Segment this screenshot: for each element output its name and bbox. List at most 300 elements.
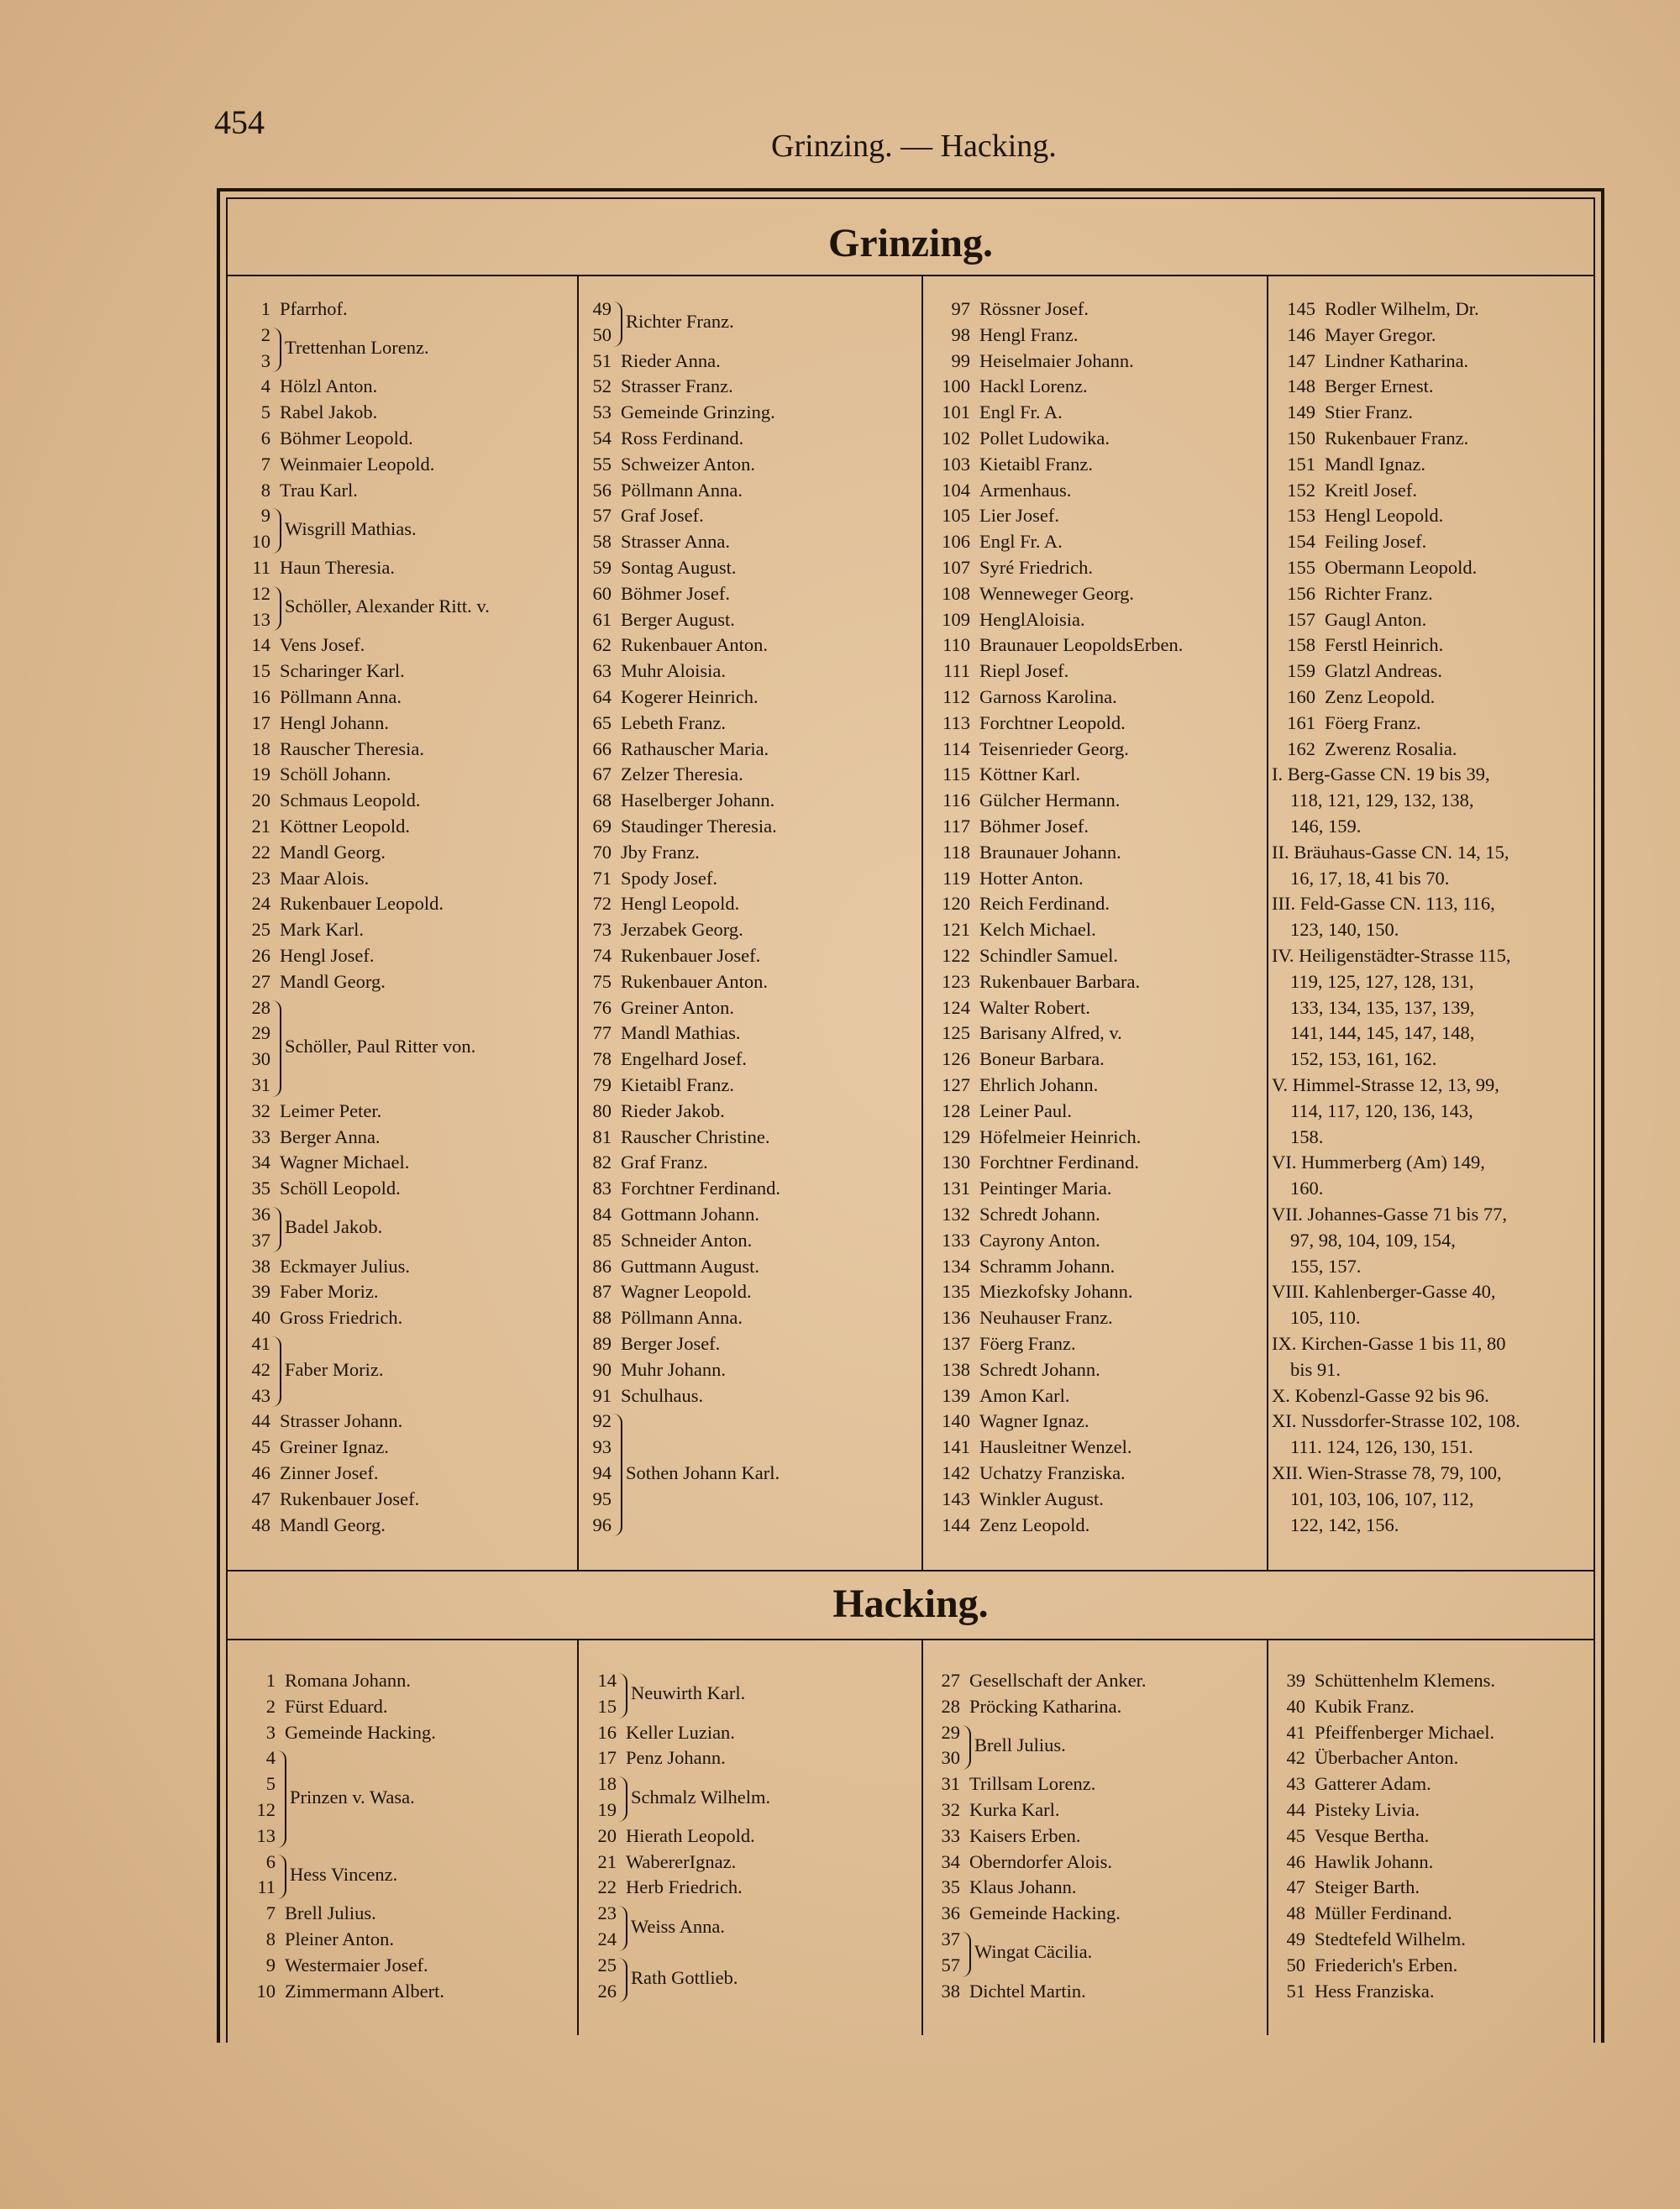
owner-name: Schmalz Wilhelm. bbox=[631, 1786, 771, 1808]
owner-name: Klaus Johann. bbox=[969, 1876, 1077, 1898]
street-entry: VI. Hummerberg (Am) 149, bbox=[1272, 1152, 1485, 1173]
house-number: 15 bbox=[251, 660, 270, 682]
house-number: 133 bbox=[942, 1229, 970, 1251]
entry bbox=[583, 1307, 743, 1329]
owner-name: Gemeinde Hacking. bbox=[285, 1721, 436, 1743]
brace-icon bbox=[613, 302, 622, 347]
house-number: 2 bbox=[260, 323, 270, 345]
owner-name: Miezkofsky Johann. bbox=[979, 1281, 1133, 1303]
entry bbox=[583, 660, 726, 682]
owner-name: Peintinger Maria. bbox=[979, 1178, 1112, 1199]
owner-name: Romana Johann. bbox=[285, 1670, 411, 1691]
entry bbox=[242, 842, 386, 863]
house-number: 68 bbox=[592, 790, 612, 811]
owner-name: Pollet Ludowika. bbox=[979, 428, 1110, 449]
entry bbox=[242, 298, 348, 320]
house-number: 23 bbox=[251, 867, 270, 889]
house-number: 131 bbox=[942, 1178, 970, 1199]
entry bbox=[242, 945, 374, 967]
entry bbox=[583, 1333, 720, 1355]
house-number: 123 bbox=[942, 970, 970, 992]
entry bbox=[927, 712, 1126, 734]
street-entry-continued: 141, 144, 145, 147, 148, bbox=[1290, 1022, 1475, 1044]
house-number: 21 bbox=[597, 1850, 617, 1872]
house-number: 153 bbox=[1287, 505, 1315, 527]
house-number: 79 bbox=[592, 1074, 612, 1095]
owner-name: Schredt Johann. bbox=[979, 1204, 1100, 1225]
entry-number bbox=[242, 1385, 270, 1407]
owner-name: Berger August. bbox=[621, 608, 735, 630]
entry bbox=[583, 609, 735, 631]
owner-name: Lebeth Franz. bbox=[621, 711, 726, 733]
entry bbox=[583, 686, 759, 708]
house-number: 66 bbox=[592, 737, 612, 759]
house-number: 57 bbox=[941, 1954, 960, 1976]
house-number: 51 bbox=[592, 349, 612, 371]
entry-number bbox=[242, 1204, 270, 1225]
owner-name: Neuhauser Franz. bbox=[979, 1307, 1113, 1329]
entry bbox=[242, 1100, 381, 1122]
owner-name: Garnoss Karolina. bbox=[979, 686, 1117, 707]
house-number: 15 bbox=[597, 1695, 617, 1717]
entry bbox=[1272, 686, 1435, 708]
brace-icon bbox=[618, 1958, 627, 2003]
house-number: 129 bbox=[942, 1125, 970, 1147]
entry bbox=[242, 893, 444, 915]
entry bbox=[927, 1851, 1112, 1873]
entry bbox=[927, 1256, 1115, 1278]
entry bbox=[1272, 531, 1426, 553]
entry bbox=[1272, 583, 1433, 605]
entry bbox=[242, 763, 391, 785]
owner-name: Pfeiffenberger Michael. bbox=[1315, 1721, 1495, 1743]
owner-name: Oberndorfer Alois. bbox=[969, 1850, 1112, 1872]
house-number: 18 bbox=[597, 1773, 617, 1795]
owner-name: Föerg Franz. bbox=[979, 1333, 1076, 1354]
house-number: 119 bbox=[942, 867, 970, 889]
owner-name: Cayrony Anton. bbox=[979, 1229, 1100, 1251]
entry-number bbox=[927, 1722, 960, 1744]
owner-name: Rukenbauer Anton. bbox=[621, 970, 768, 992]
house-number: 116 bbox=[942, 790, 970, 811]
entry bbox=[242, 1462, 378, 1484]
entry bbox=[583, 1747, 726, 1769]
owner-name: Engl Fr. A. bbox=[979, 531, 1063, 553]
street-entry: VII. Johannes-Gasse 71 bis 77, bbox=[1272, 1204, 1507, 1225]
house-number: 8 bbox=[265, 1928, 276, 1949]
entry bbox=[927, 1204, 1100, 1225]
house-number: 21 bbox=[251, 816, 270, 837]
entry bbox=[583, 350, 721, 372]
street-entry-continued: 146, 159. bbox=[1290, 816, 1362, 837]
house-number: 6 bbox=[260, 428, 270, 449]
entry bbox=[1272, 1722, 1494, 1744]
entry bbox=[583, 480, 743, 501]
owner-name: Vesque Bertha. bbox=[1315, 1824, 1430, 1846]
house-number: 35 bbox=[941, 1876, 960, 1898]
owner-name: Graf Franz. bbox=[621, 1152, 708, 1173]
brace-icon bbox=[272, 1336, 281, 1407]
entry bbox=[927, 1410, 1089, 1432]
house-number: 112 bbox=[942, 686, 970, 707]
street-entry-continued: bis 91. bbox=[1290, 1358, 1341, 1380]
house-number: 28 bbox=[941, 1695, 960, 1717]
entry bbox=[927, 505, 1059, 527]
entry bbox=[583, 1825, 755, 1847]
house-number: 95 bbox=[592, 1488, 612, 1509]
entry-number bbox=[242, 1747, 276, 1769]
owner-name: Hackl Lorenz. bbox=[979, 375, 1088, 397]
entry-number bbox=[242, 531, 270, 553]
entry bbox=[927, 919, 1096, 941]
owner-name: Syré Friedrich. bbox=[979, 557, 1093, 578]
house-number: 56 bbox=[592, 479, 612, 501]
house-number: 38 bbox=[251, 1255, 270, 1277]
house-number: 29 bbox=[251, 1022, 270, 1044]
owner-name: Forchtner Leopold. bbox=[979, 711, 1126, 733]
owner-name: Müller Ferdinand. bbox=[1315, 1902, 1452, 1924]
owner-name: Kreitl Josef. bbox=[1325, 479, 1417, 501]
entry bbox=[242, 1256, 410, 1278]
house-number: 8 bbox=[260, 479, 270, 501]
house-number: 148 bbox=[1287, 375, 1315, 397]
house-number: 26 bbox=[251, 945, 270, 966]
entry bbox=[1272, 557, 1477, 579]
owner-name: Herb Friedrich. bbox=[626, 1876, 743, 1898]
owner-name: Rathauscher Maria. bbox=[621, 737, 769, 759]
entry-number bbox=[242, 1359, 270, 1381]
entry bbox=[927, 428, 1110, 449]
house-number: 32 bbox=[941, 1799, 960, 1820]
owner-name: Armenhaus. bbox=[979, 479, 1072, 501]
entry bbox=[927, 1825, 1080, 1847]
house-number: 118 bbox=[942, 841, 970, 863]
entry bbox=[583, 1178, 780, 1199]
entry-number bbox=[242, 1333, 270, 1355]
house-number: 134 bbox=[942, 1255, 970, 1277]
house-number: 88 bbox=[592, 1307, 612, 1329]
house-number: 37 bbox=[941, 1928, 960, 1949]
owner-name: Barisany Alfred, v. bbox=[979, 1022, 1122, 1044]
entry bbox=[242, 1670, 411, 1692]
house-number: 35 bbox=[251, 1178, 270, 1199]
street-entry: VIII. Kahlenberger-Gasse 40, bbox=[1272, 1281, 1496, 1303]
entry bbox=[583, 401, 775, 423]
house-number: 96 bbox=[592, 1514, 612, 1535]
house-number: 136 bbox=[942, 1307, 970, 1329]
owner-name: Kietaibl Franz. bbox=[621, 1074, 734, 1095]
owner-name: Hawlik Johann. bbox=[1315, 1850, 1434, 1872]
house-number: 109 bbox=[942, 608, 970, 630]
owner-name: Kietaibl Franz. bbox=[979, 453, 1093, 475]
owner-name: Leimer Peter. bbox=[280, 1099, 382, 1121]
owner-name: Mayer Gregor. bbox=[1325, 323, 1436, 345]
street-entry-continued: 119, 125, 127, 128, 131, bbox=[1290, 970, 1474, 992]
house-number: 30 bbox=[251, 1048, 270, 1070]
house-number: 101 bbox=[942, 401, 970, 423]
house-number: 110 bbox=[942, 634, 970, 656]
entry bbox=[583, 945, 760, 967]
owner-name: Engelhard Josef. bbox=[621, 1048, 747, 1070]
brace-icon bbox=[272, 1207, 281, 1252]
owner-name: Prinzen v. Wasa. bbox=[290, 1786, 415, 1808]
entry bbox=[242, 634, 365, 656]
owner-name: Schöller, Paul Ritter von. bbox=[285, 1035, 476, 1057]
house-number: 63 bbox=[592, 660, 612, 682]
house-number: 78 bbox=[592, 1048, 612, 1070]
entry bbox=[242, 919, 364, 941]
entry bbox=[1272, 375, 1434, 397]
house-number: 27 bbox=[941, 1670, 960, 1691]
entry bbox=[1272, 428, 1468, 449]
house-number: 77 bbox=[592, 1022, 612, 1044]
house-number: 90 bbox=[592, 1358, 612, 1380]
owner-name: Lindner Katharina. bbox=[1325, 349, 1469, 371]
house-number: 20 bbox=[597, 1824, 617, 1846]
house-number: 87 bbox=[592, 1281, 612, 1303]
house-number: 4 bbox=[265, 1747, 276, 1769]
entry bbox=[927, 1359, 1100, 1381]
house-number: 51 bbox=[1286, 1980, 1305, 2002]
entry bbox=[242, 1696, 388, 1718]
entry bbox=[242, 557, 395, 579]
entry bbox=[927, 1696, 1121, 1718]
entry bbox=[927, 634, 1183, 656]
street-entry: XI. Nussdorfer-Strasse 102, 108. bbox=[1272, 1410, 1520, 1432]
entry bbox=[1272, 324, 1436, 346]
owner-name: Überbacher Anton. bbox=[1315, 1747, 1459, 1769]
owner-name: Hausleitner Wenzel. bbox=[979, 1436, 1132, 1458]
section-rule bbox=[226, 1570, 1595, 1571]
owner-name: Westermaier Josef. bbox=[285, 1954, 428, 1976]
entry-number bbox=[583, 1410, 612, 1432]
entry bbox=[1272, 401, 1413, 423]
brace-icon bbox=[272, 1000, 281, 1097]
hacking-title: Hacking. bbox=[832, 1582, 989, 1626]
owner-name: Wagner Leopold. bbox=[621, 1281, 752, 1303]
entry bbox=[583, 1876, 743, 1898]
street-entry: I. Berg-Gasse CN. 19 bis 39, bbox=[1272, 763, 1490, 785]
entry bbox=[242, 1307, 402, 1329]
owner-name: Pöllmann Anna. bbox=[621, 479, 743, 501]
house-number: 50 bbox=[592, 323, 612, 345]
owner-name: Greiner Ignaz. bbox=[280, 1436, 389, 1458]
house-number: 18 bbox=[251, 737, 270, 759]
owner-name: Muhr Aloisia. bbox=[621, 660, 727, 682]
owner-name: Rukenbauer Barbara. bbox=[979, 970, 1141, 992]
entry-number bbox=[242, 1825, 276, 1847]
house-number: 93 bbox=[592, 1436, 612, 1458]
owner-name: Stedtefeld Wilhelm. bbox=[1315, 1928, 1466, 1949]
entry bbox=[583, 634, 768, 656]
entry bbox=[927, 401, 1063, 423]
owner-name: Rukenbauer Anton. bbox=[621, 634, 768, 656]
house-number: 42 bbox=[251, 1358, 270, 1380]
house-number: 40 bbox=[1286, 1695, 1305, 1717]
owner-name: Sothen Johann Karl. bbox=[626, 1462, 780, 1483]
street-entry-continued: 160. bbox=[1290, 1178, 1324, 1199]
house-number: 149 bbox=[1287, 401, 1315, 423]
entry bbox=[927, 609, 1085, 631]
owner-name: Rath Gottlieb. bbox=[631, 1967, 738, 1989]
house-number: 106 bbox=[942, 531, 970, 553]
house-number: 160 bbox=[1287, 686, 1315, 707]
brace-icon bbox=[272, 508, 281, 554]
owner-name: Trau Karl. bbox=[280, 479, 358, 501]
house-number: 156 bbox=[1287, 582, 1315, 604]
house-number: 117 bbox=[942, 816, 970, 837]
owner-name: Pöllmann Anna. bbox=[280, 686, 402, 707]
house-number: 124 bbox=[942, 996, 970, 1018]
entry bbox=[242, 454, 434, 475]
entry-number bbox=[242, 1876, 276, 1898]
house-number: 17 bbox=[597, 1747, 617, 1769]
house-number: 50 bbox=[1286, 1954, 1305, 1976]
entry bbox=[927, 816, 1089, 837]
house-number: 82 bbox=[592, 1152, 612, 1173]
owner-name: Weinmaier Leopold. bbox=[280, 453, 435, 475]
owner-name: Strasser Johann. bbox=[280, 1410, 403, 1432]
owner-name: Schüttenhelm Klemens. bbox=[1315, 1670, 1495, 1691]
owner-name: Strasser Anna. bbox=[621, 531, 730, 553]
house-number: 5 bbox=[260, 401, 270, 423]
house-number: 34 bbox=[941, 1850, 960, 1872]
owner-name: Rukenbauer Franz. bbox=[1325, 428, 1469, 449]
house-number: 122 bbox=[942, 945, 970, 966]
owner-name: Berger Josef. bbox=[621, 1333, 721, 1354]
owner-name: Schweizer Anton. bbox=[621, 453, 755, 475]
grinzing-title: Grinzing. bbox=[827, 221, 993, 265]
street-entry-continued: 114, 117, 120, 136, 143, bbox=[1290, 1099, 1473, 1121]
entry bbox=[927, 1436, 1131, 1458]
house-number: 55 bbox=[592, 453, 612, 475]
entry-number bbox=[242, 350, 270, 372]
owner-name: Riepl Josef. bbox=[979, 660, 1069, 682]
house-number: 24 bbox=[597, 1928, 617, 1949]
owner-name: Rieder Anna. bbox=[621, 349, 721, 371]
owner-name: Böhmer Josef. bbox=[621, 582, 730, 604]
entry bbox=[583, 1385, 703, 1407]
entry bbox=[1272, 1799, 1420, 1821]
owner-name: Mandl Georg. bbox=[280, 1514, 386, 1535]
entry bbox=[927, 1488, 1104, 1510]
entry bbox=[927, 1048, 1105, 1070]
owner-name: Penz Johann. bbox=[626, 1747, 726, 1769]
house-number: 16 bbox=[597, 1721, 617, 1743]
owner-name: Forchtner Ferdinand. bbox=[621, 1178, 780, 1199]
house-number: 108 bbox=[942, 582, 970, 604]
column-rule bbox=[577, 276, 579, 1570]
entry-number bbox=[583, 1436, 612, 1458]
entry bbox=[927, 763, 1080, 785]
owner-name: Guttmann August. bbox=[621, 1255, 760, 1277]
house-number: 65 bbox=[592, 711, 612, 733]
house-number: 20 bbox=[251, 790, 270, 811]
entry bbox=[1272, 1955, 1457, 1976]
house-number: 158 bbox=[1287, 634, 1315, 656]
entry bbox=[242, 971, 386, 993]
owner-name: Ferstl Heinrich. bbox=[1325, 634, 1444, 656]
house-number: 26 bbox=[597, 1980, 617, 2002]
entry-number bbox=[242, 505, 270, 527]
house-number: 17 bbox=[251, 711, 270, 733]
entry bbox=[1272, 1773, 1431, 1795]
entry-number bbox=[242, 1799, 276, 1821]
house-number: 143 bbox=[942, 1488, 970, 1509]
brace-icon bbox=[613, 1414, 622, 1536]
entry bbox=[583, 1851, 736, 1873]
entry bbox=[927, 531, 1063, 553]
house-number: 70 bbox=[592, 841, 612, 863]
owner-name: HenglAloisia. bbox=[979, 608, 1085, 630]
entry bbox=[583, 531, 730, 553]
house-number: 44 bbox=[251, 1410, 270, 1432]
house-number: 46 bbox=[1286, 1850, 1305, 1872]
owner-name: Rodler Wilhelm, Dr. bbox=[1325, 298, 1479, 319]
house-number: 9 bbox=[260, 505, 270, 527]
owner-name: Gesellschaft der Anker. bbox=[969, 1670, 1147, 1691]
owner-name: Pfarrhof. bbox=[280, 298, 348, 319]
house-number: 7 bbox=[260, 453, 270, 475]
house-number: 13 bbox=[256, 1824, 276, 1846]
entry bbox=[927, 997, 1090, 1019]
owner-name: Brell Julius. bbox=[285, 1902, 376, 1924]
house-number: 37 bbox=[251, 1229, 270, 1251]
house-number: 121 bbox=[942, 919, 970, 941]
house-number: 24 bbox=[251, 893, 270, 915]
entry-number bbox=[583, 1928, 617, 1950]
house-number: 157 bbox=[1287, 608, 1315, 630]
owner-name: Rukenbauer Leopold. bbox=[280, 893, 444, 915]
owner-name: Glatzl Andreas. bbox=[1325, 660, 1442, 682]
house-number: 64 bbox=[592, 686, 612, 707]
house-number: 48 bbox=[1286, 1902, 1305, 1924]
owner-name: Kaisers Erben. bbox=[969, 1824, 1081, 1846]
house-number: 57 bbox=[592, 505, 612, 527]
owner-name: Hölzl Anton. bbox=[280, 375, 378, 397]
house-number: 44 bbox=[1286, 1799, 1305, 1820]
house-number: 33 bbox=[941, 1824, 960, 1846]
owner-name: Rukenbauer Josef. bbox=[621, 945, 761, 966]
house-number: 36 bbox=[251, 1204, 270, 1225]
owner-name: Pöllmann Anna. bbox=[621, 1307, 743, 1329]
entry-number bbox=[242, 609, 270, 631]
entry bbox=[1272, 1928, 1466, 1950]
house-number: 32 bbox=[251, 1099, 270, 1121]
street-entry: V. Himmel-Strasse 12, 13, 99, bbox=[1272, 1074, 1499, 1095]
entry bbox=[583, 1022, 740, 1044]
column-rule bbox=[577, 1640, 579, 2035]
entry bbox=[927, 1022, 1122, 1044]
house-number: 107 bbox=[942, 557, 970, 578]
brace-icon bbox=[962, 1932, 971, 1977]
entry bbox=[583, 1074, 734, 1096]
house-number: 49 bbox=[592, 298, 612, 319]
owner-name: Gottmann Johann. bbox=[621, 1204, 759, 1225]
owner-name: Brell Julius. bbox=[974, 1734, 1066, 1755]
house-number: 16 bbox=[251, 686, 270, 707]
owner-name: Schulhaus. bbox=[621, 1384, 704, 1406]
house-number: 58 bbox=[592, 531, 612, 553]
house-number: 73 bbox=[592, 919, 612, 941]
entry bbox=[583, 505, 704, 527]
owner-name: Maar Alois. bbox=[280, 867, 370, 889]
street-entry-continued: 152, 153, 161, 162. bbox=[1290, 1048, 1437, 1070]
house-number: 100 bbox=[942, 375, 970, 397]
owner-name: Schneider Anton. bbox=[621, 1229, 753, 1251]
entry bbox=[927, 868, 1084, 889]
owner-name: Schöll Leopold. bbox=[280, 1178, 401, 1199]
